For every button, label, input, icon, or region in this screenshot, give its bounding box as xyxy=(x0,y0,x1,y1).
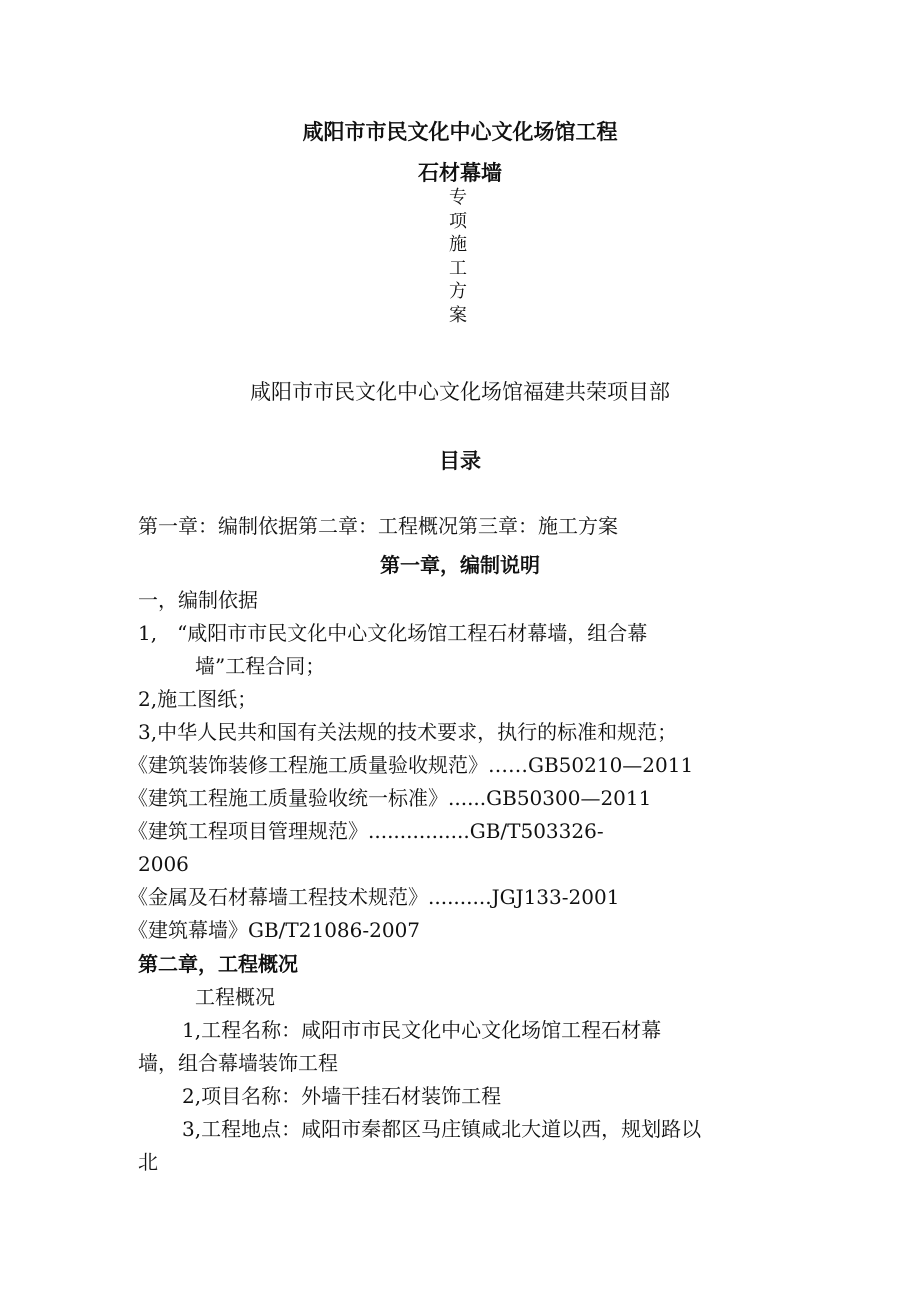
chapter2-heading: 第二章，工程概况 xyxy=(138,952,298,976)
toc-entries: 第一章：编制依据第二章：工程概况第三章：施工方案 xyxy=(138,514,618,538)
vertical-char: 方 xyxy=(449,281,467,302)
section-basis: 一，编制依据 xyxy=(138,588,258,612)
basis-item-2: 2,施工图纸； xyxy=(138,687,258,711)
overview-item-1-cont: 墙，组合幕墙装饰工程 xyxy=(138,1051,338,1075)
standard-line: 《建筑工程项目管理规范》................GB/T503326- xyxy=(128,819,604,843)
chapter1-heading: 第一章，编制说明 xyxy=(380,553,540,577)
standard-line: 《建筑幕墙》GB/T21086-2007 xyxy=(128,918,421,942)
overview-item-3-cont: 北 xyxy=(138,1150,158,1174)
chapter2-sub: 工程概况 xyxy=(195,985,275,1009)
toc-title: 目录 xyxy=(439,449,481,473)
vertical-char: 工 xyxy=(449,257,467,279)
standard-line: 《建筑装饰装修工程施工质量验收规范》……GB50210—2011 xyxy=(128,753,694,777)
cover-subtitle: 石材幕墙 xyxy=(418,161,502,185)
overview-item-1: 1,工程名称：咸阳市市民文化中心文化场馆工程石材幕 xyxy=(182,1018,662,1042)
organization: 咸阳市市民文化中心文化场馆福建共荣项目部 xyxy=(250,380,670,404)
vertical-char: 施 xyxy=(449,234,467,255)
vertical-char: 项 xyxy=(449,210,467,232)
standard-line: 《建筑工程施工质量验收统一标准》......GB50300—2011 xyxy=(128,786,652,810)
standard-line: 《金属及石材幕墙工程技术规范》..........JGJ133-2001 xyxy=(128,885,620,909)
basis-item-1: 1, “咸阳市市民文化中心文化场馆工程石材幕墙，组合幕 xyxy=(138,621,648,645)
overview-item-3: 3,工程地点：咸阳市秦都区马庄镇咸北大道以西，规划路以 xyxy=(182,1117,702,1141)
standard-line: 2006 xyxy=(138,852,189,876)
basis-item-1-cont: 墙”工程合同； xyxy=(195,654,326,678)
vertical-char: 案 xyxy=(449,304,467,326)
cover-title: 咸阳市市民文化中心文化场馆工程 xyxy=(302,120,618,144)
vertical-title xyxy=(446,186,470,327)
basis-item-3: 3,中华人民共和国有关法规的技术要求，执行的标准和规范； xyxy=(138,720,678,744)
overview-item-2: 2,项目名称：外墙干挂石材装饰工程 xyxy=(182,1084,502,1108)
vertical-char: 专 xyxy=(449,187,467,208)
